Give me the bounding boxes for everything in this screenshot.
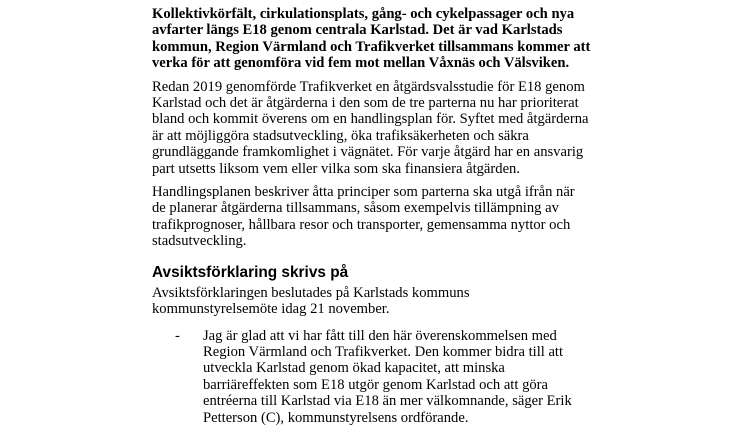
list-item-text: Jag är glad att vi har fått till den här överenskommelsen med Region Värmland och Trafikverket. Den kommer bidra till att utveckla Karlstad genom ökad kapacitet, att minska barriäreffekten som E18 utgör genom Karlstad och att göra entréerna till Karlstad via E18 än mer välkomnande, säger Erik Petterson (C), kommunstyrelsens ordförande. bbox=[203, 327, 572, 426]
document-page bbox=[152, 6, 592, 426]
section-paragraph: Avsiktsförklaringen beslutades på Karlstads kommuns kommunstyrelsemöte idag 21 november. bbox=[152, 284, 470, 318]
body-paragraph-1: Redan 2019 genomförde Trafikverket en åtgärdsvalsstudie för E18 genom Karlstad och det är åtgärderna i den som de tre parterna nu har prioriterat bland och kommit överens om en handlingsplan för. Syftet med åtgärderna är att möjliggöra stadsutveckling, öka trafiksäkerheten och säkra grundläggande framkomlighet i vägnätet. För varje åtgärd har en ansvarig part utsetts liksom vem eller vilka som ska finansiera åtgärden. bbox=[152, 78, 589, 177]
lead-paragraph: Kollektivkörfält, cirkulationsplats, gång- och cykelpassager och nya avfarter längs E18 genom centrala Karlstad. Det är vad Karlstads kommun, Region Värmland och Trafikverket tillsammans kommer att verka för att genomföra vid fem mot mellan Våxnäs och Välsviken. bbox=[152, 6, 591, 72]
body-paragraph-2: Handlingsplanen beskriver åtta principer som parterna ska utgå ifrån när de planerar åtgärderna tillsammans, såsom exempelvis tillämpning av trafikprognoser, hållbara resor och transporter, gemensamma nyttor och stadsutveckling. bbox=[152, 184, 575, 250]
quote-list bbox=[152, 328, 592, 426]
section-heading: Avsiktsförklaring skrivs på bbox=[152, 263, 349, 281]
list-bullet: - bbox=[175, 327, 180, 344]
list-item bbox=[152, 328, 592, 426]
